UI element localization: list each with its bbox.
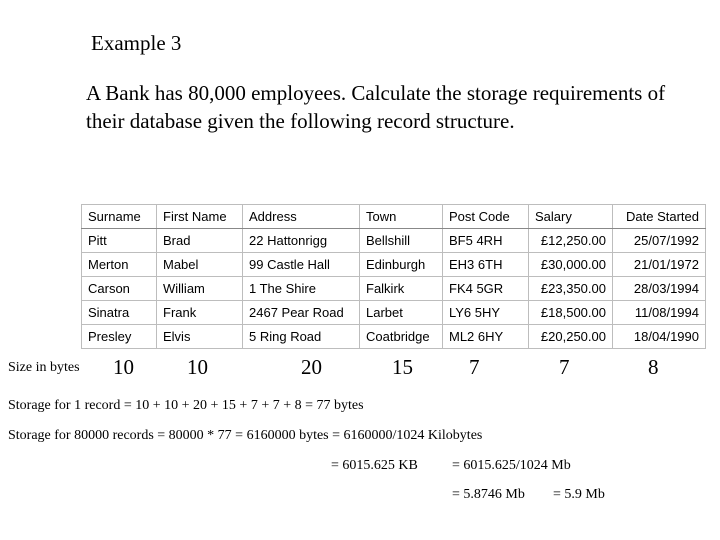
table-cell: 5 Ring Road xyxy=(243,325,360,349)
table-cell: £12,250.00 xyxy=(529,229,613,253)
size-first-name: 10 xyxy=(187,355,208,379)
table-cell: LY6 5HY xyxy=(443,301,529,325)
column-header: Post Code xyxy=(443,205,529,229)
record-structure-table xyxy=(81,204,706,349)
table-cell: 2467 Pear Road xyxy=(243,301,360,325)
table-cell: £23,350.00 xyxy=(529,277,613,301)
column-header: Surname xyxy=(82,205,157,229)
calc-kb-to-mb: = 6015.625/1024 Mb xyxy=(452,458,571,473)
column-header: Town xyxy=(360,205,443,229)
table-cell: £20,250.00 xyxy=(529,325,613,349)
table-cell: BF5 4RH xyxy=(443,229,529,253)
size-in-bytes-label: Size in bytes xyxy=(8,360,80,375)
table-cell: Falkirk xyxy=(360,277,443,301)
table-cell: Brad xyxy=(157,229,243,253)
table-cell: Bellshill xyxy=(360,229,443,253)
table-row xyxy=(82,301,706,325)
column-header: Salary xyxy=(529,205,613,229)
table-row xyxy=(82,277,706,301)
column-header: First Name xyxy=(157,205,243,229)
size-address: 20 xyxy=(301,355,322,379)
table-cell: 1 The Shire xyxy=(243,277,360,301)
table-cell: Frank xyxy=(157,301,243,325)
table-cell: 25/07/1992 xyxy=(613,229,706,253)
size-salary: 7 xyxy=(559,355,570,379)
table-cell: Pitt xyxy=(82,229,157,253)
table-row xyxy=(82,325,706,349)
table-cell: Elvis xyxy=(157,325,243,349)
problem-statement: A Bank has 80,000 employees. Calculate the storage requirements of their database given the following record structure. xyxy=(86,81,666,133)
table-cell: Carson xyxy=(82,277,157,301)
table-cell: EH3 6TH xyxy=(443,253,529,277)
table-row xyxy=(82,229,706,253)
size-surname: 10 xyxy=(113,355,134,379)
table-cell: William xyxy=(157,277,243,301)
table-cell: 22 Hattonrigg xyxy=(243,229,360,253)
size-post-code: 7 xyxy=(469,355,480,379)
size-town: 15 xyxy=(392,355,413,379)
table-cell: 99 Castle Hall xyxy=(243,253,360,277)
table-cell: Mabel xyxy=(157,253,243,277)
table-cell: Coatbridge xyxy=(360,325,443,349)
column-header: Address xyxy=(243,205,360,229)
table-cell: 11/08/1994 xyxy=(613,301,706,325)
column-header: Date Started xyxy=(613,205,706,229)
table-cell: 28/03/1994 xyxy=(613,277,706,301)
table-cell: Sinatra xyxy=(82,301,157,325)
slide-title: Example 3 xyxy=(91,31,182,55)
table-cell: 18/04/1990 xyxy=(613,325,706,349)
table-cell: 21/01/1972 xyxy=(613,253,706,277)
table-cell: £30,000.00 xyxy=(529,253,613,277)
calc-megabytes: = 5.8746 Mb xyxy=(452,487,525,502)
calc-one-record: Storage for 1 record = 10 + 10 + 20 + 15 + 7 + 7 + 8 = 77 bytes xyxy=(8,398,364,413)
calc-megabytes-rounded: = 5.9 Mb xyxy=(553,487,605,502)
table-cell: Merton xyxy=(82,253,157,277)
table-row xyxy=(82,253,706,277)
table-cell: Edinburgh xyxy=(360,253,443,277)
size-date-started: 8 xyxy=(648,355,659,379)
calc-kilobytes: = 6015.625 KB xyxy=(331,458,418,473)
table-cell: Larbet xyxy=(360,301,443,325)
table-cell: FK4 5GR xyxy=(443,277,529,301)
table-cell: Presley xyxy=(82,325,157,349)
calc-all-records: Storage for 80000 records = 80000 * 77 = 6160000 bytes = 6160000/1024 Kilobytes xyxy=(8,428,483,443)
table-cell: £18,500.00 xyxy=(529,301,613,325)
table-cell: ML2 6HY xyxy=(443,325,529,349)
table-header-row xyxy=(82,205,706,229)
